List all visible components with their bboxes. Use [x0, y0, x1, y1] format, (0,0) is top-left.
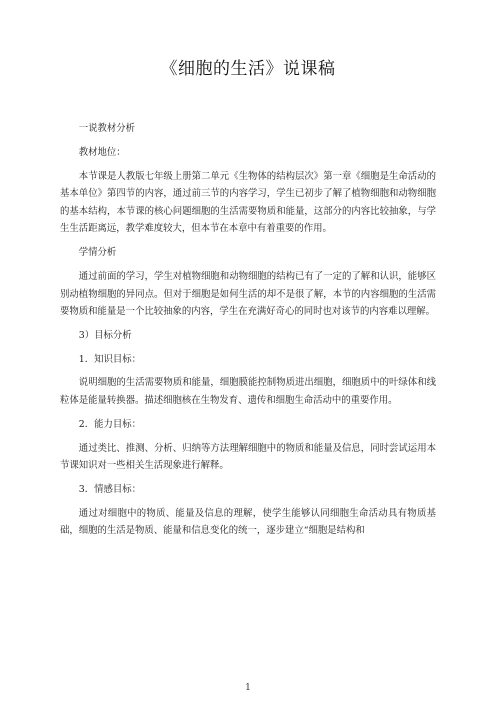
section-heading: 1．知识目标： [78, 353, 142, 365]
body-paragraph: 通过类比、推测、分析、归纳等方法理解细胞中的物质和能量及信息，同时尝试运用本节课知识对一些相关生活现象进行解释。 [60, 442, 436, 472]
section-heading: 一说教材分析 [78, 123, 136, 134]
section-heading: 3）目标分析 [78, 329, 132, 341]
body-paragraph: 通过前面的学习，学生对植物细胞和动物细胞的结构已有了一定的了解和认识，能够区别动植物细胞的异同点。但对于细胞是如何生活的却不是很了解，本节的内容细胞的生活需要物质和能量是一个比较抽象的内容，学生在充满好奇心的同时也对该节的内容难以理解。 [60, 270, 436, 318]
section-heading: 2．能力目标： [78, 418, 142, 430]
document-body [60, 120, 436, 540]
section-heading: 学情分析 [78, 247, 117, 259]
document-title: 《细胞的生活》说课稿 [160, 59, 336, 79]
body-paragraph: 本节课是人教版七年级上册第二单元《生物体的结构层次》第一章《细胞是生命活动的基本单位》第四节的内容，通过前三节的内容学习，学生已初步了解了植物细胞和动物细胞的基本结构，本节课的核心问题细胞的生活需要物质和能量，这部分的内容比较抽象，与学生生活距离远，教学难度较大，但本节在本章中有着重要的作用。 [60, 170, 436, 235]
section-heading: 3．情感目标： [78, 483, 142, 495]
section-heading: 教材地位： [78, 146, 126, 158]
page-number: 1 [245, 683, 251, 693]
body-paragraph: 说明细胞的生活需要物质和能量，细胞膜能控制物质进出细胞，细胞质中的叶绿体和线粒体是能量转换器。描述细胞核在生物发育、遗传和细胞生命活动中的重要作用。 [60, 377, 436, 407]
body-paragraph: 通过对细胞中的物质、能量及信息的理解，使学生能够认同细胞生命活动具有物质基础，细胞的生活是物质、能量和信息变化的统一，逐步建立“细胞是结构和 [60, 507, 436, 537]
